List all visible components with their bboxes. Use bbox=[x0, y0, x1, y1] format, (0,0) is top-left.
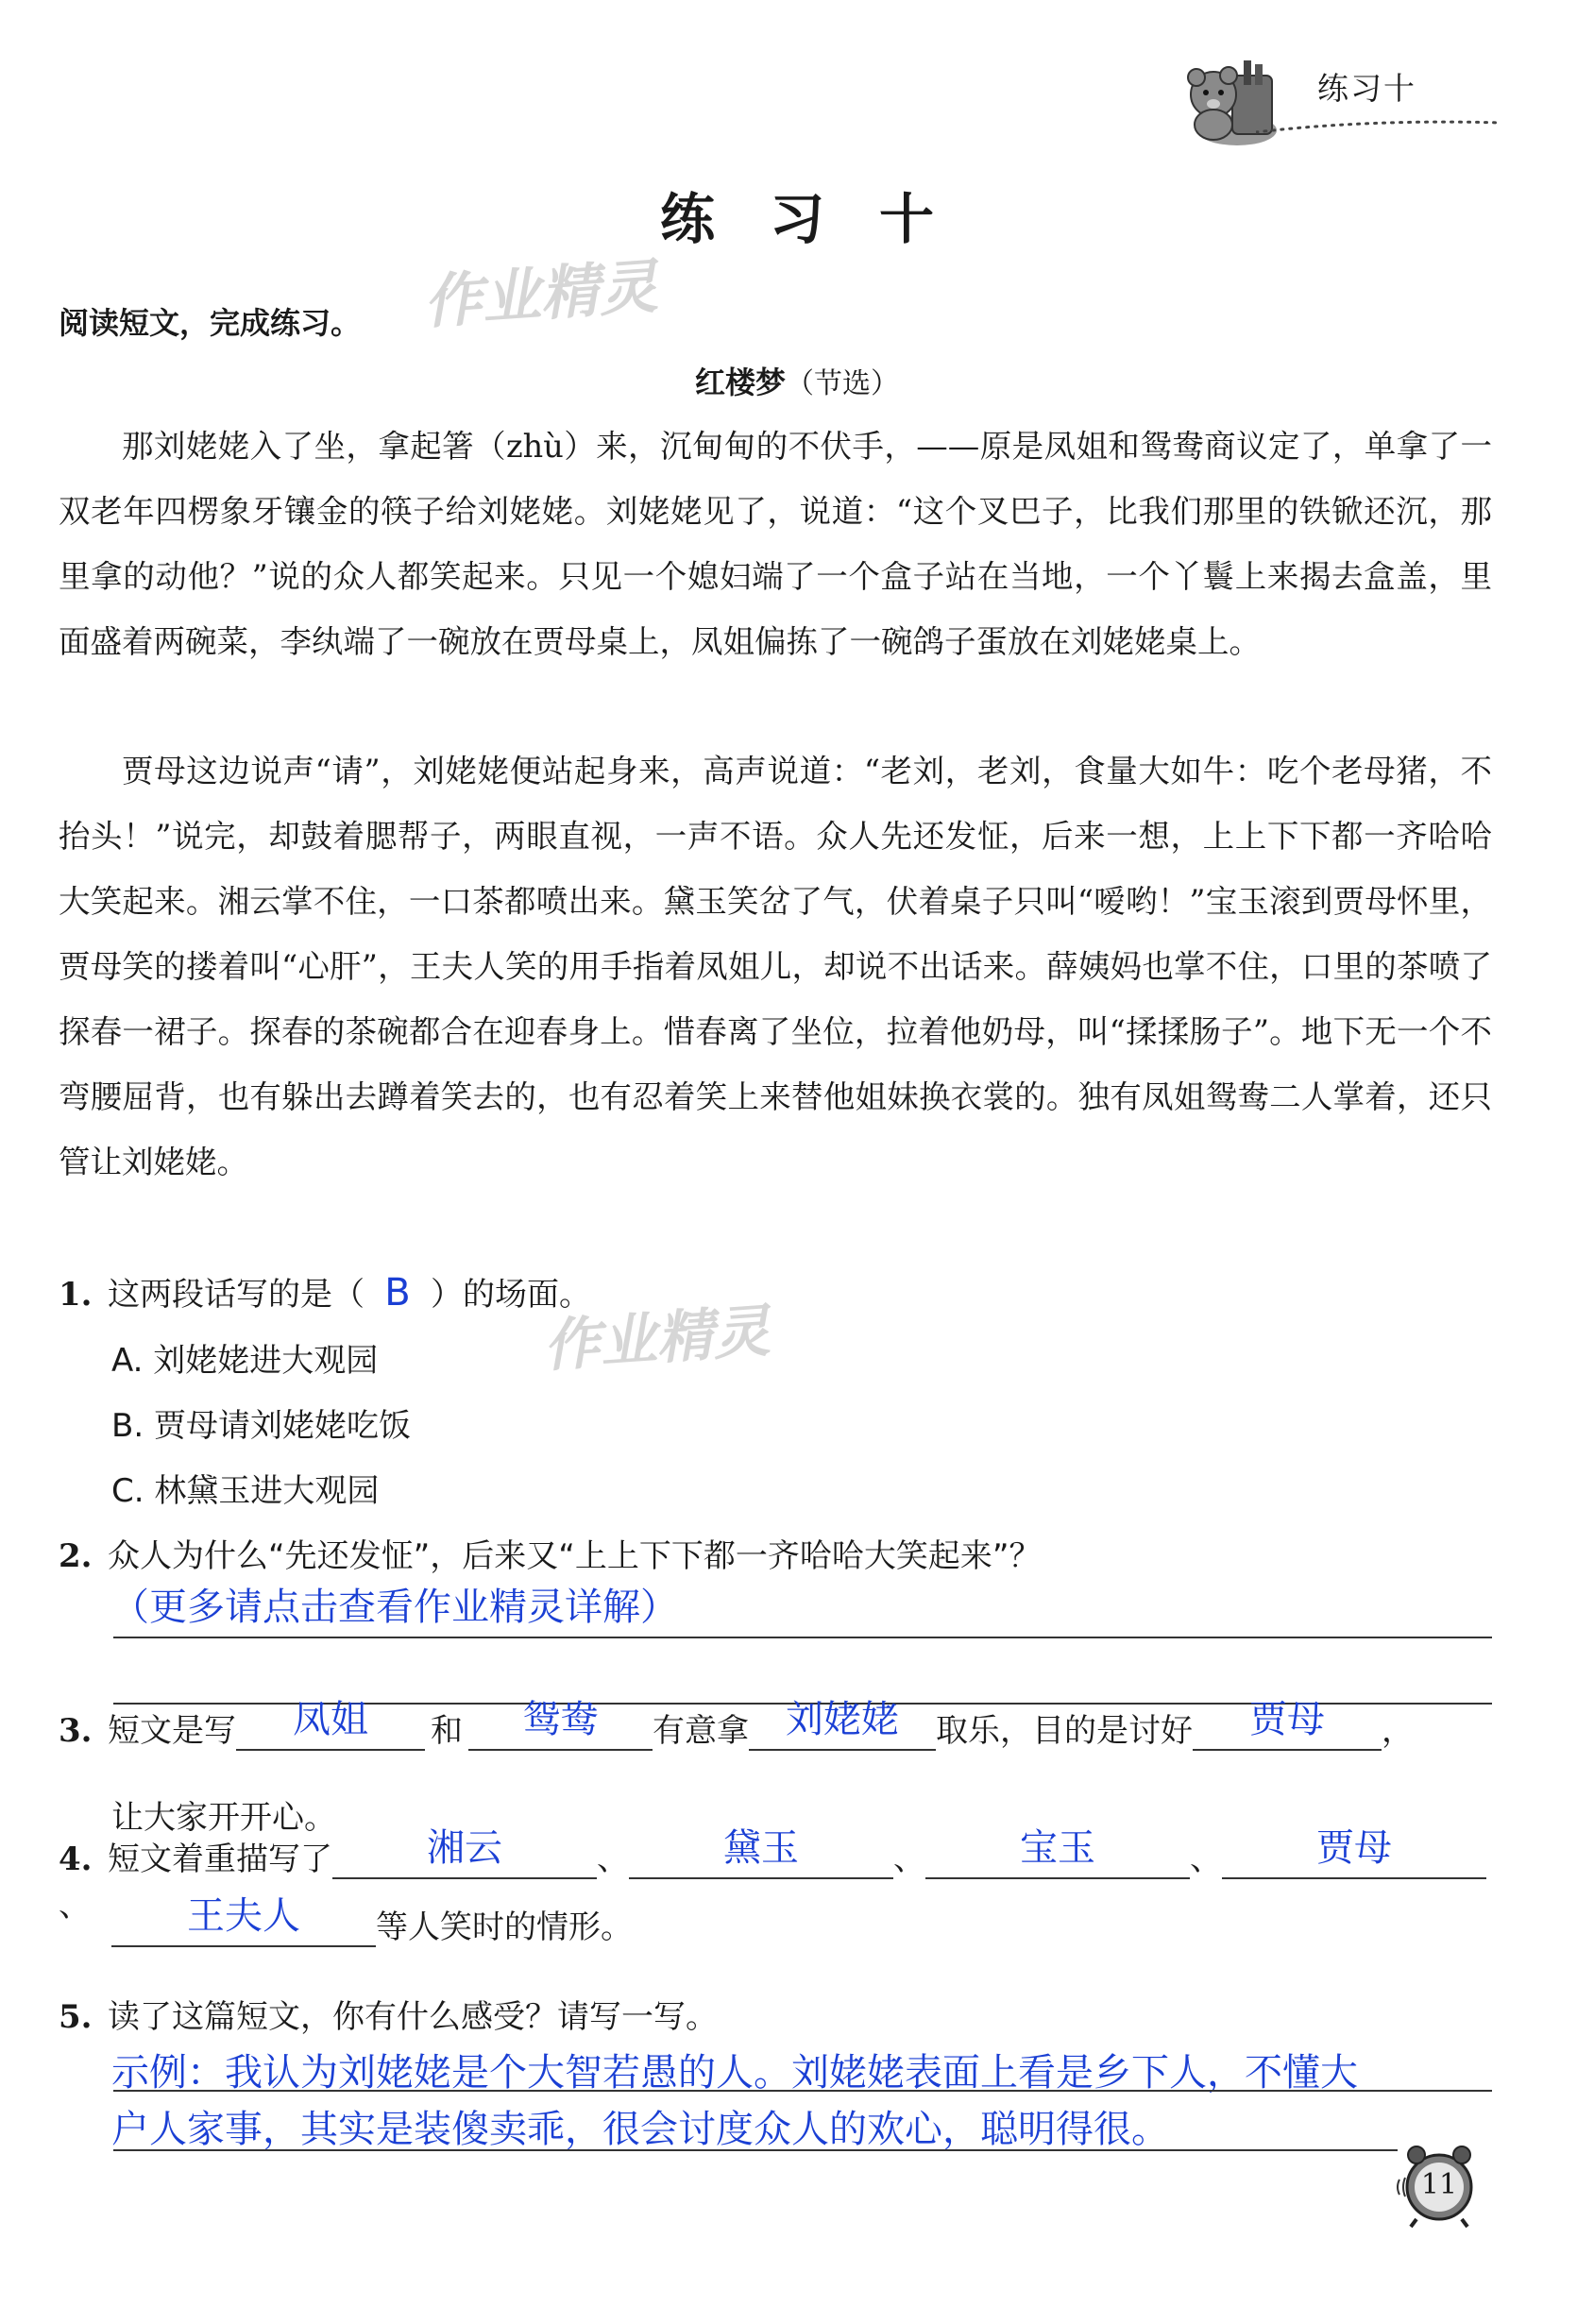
option-a[interactable]: A. 刘姥姥进大观园 bbox=[111, 1342, 379, 1380]
question-4-text-1: 短文着重描写了 bbox=[108, 1841, 332, 1878]
separator: 、 bbox=[597, 1841, 629, 1878]
page-title: 练习十 bbox=[659, 187, 989, 251]
question-4-blank-3[interactable] bbox=[925, 1826, 1190, 1879]
page-number: 11 bbox=[1420, 2168, 1458, 2201]
question-1 bbox=[59, 1268, 591, 1315]
question-4-blank-5[interactable] bbox=[111, 1894, 376, 1947]
question-3-blank-3[interactable] bbox=[749, 1698, 936, 1751]
question-3-blank-2[interactable] bbox=[468, 1698, 653, 1751]
separator: 、 bbox=[893, 1841, 925, 1878]
question-number: 3. bbox=[59, 1712, 93, 1750]
question-3-text-2: 和 bbox=[431, 1712, 463, 1750]
question-4-continuation bbox=[111, 1894, 633, 1947]
question-3-text-1: 短文是写 bbox=[108, 1712, 236, 1750]
question-2 bbox=[59, 1530, 1041, 1576]
question-3-text-5: ， bbox=[1382, 1712, 1414, 1750]
question-4-answer-3: 宝玉 bbox=[1020, 1826, 1095, 1870]
question-4-answer-4: 贾母 bbox=[1316, 1826, 1392, 1870]
question-1-text-post: ）的场面。 bbox=[431, 1276, 591, 1314]
question-3-blank-4[interactable] bbox=[1193, 1698, 1382, 1751]
question-3-answer-1: 凤姐 bbox=[293, 1698, 368, 1741]
question-4-answer-1: 湘云 bbox=[427, 1826, 502, 1870]
separator: 、 bbox=[1190, 1841, 1222, 1878]
question-5-answer-line-1[interactable]: 示例：我认为刘姥姥是个大智若愚的人。刘姥姥表面上看是乡下人，不懂大 bbox=[111, 2051, 1358, 2095]
question-3-answer-3: 刘姥姥 bbox=[786, 1698, 899, 1741]
question-3-text-3: 有意拿 bbox=[653, 1712, 749, 1750]
passage-title-text: 红楼梦 bbox=[694, 365, 786, 400]
question-number: 4. bbox=[59, 1841, 93, 1878]
question-number: 1. bbox=[59, 1276, 93, 1314]
answer-line bbox=[113, 1637, 1492, 1638]
question-3 bbox=[59, 1698, 1503, 1751]
question-4-answer-2: 黛玉 bbox=[723, 1826, 799, 1870]
header-section-label: 练习十 bbox=[1317, 70, 1416, 107]
separator: 、 bbox=[59, 1887, 91, 1925]
question-4-text-2: 等人笑时的情形。 bbox=[376, 1908, 633, 1946]
question-3-continuation: 让大家开开心。 bbox=[111, 1799, 336, 1837]
passage-paragraph-1: 那刘姥姥入了坐，拿起箸（zhù）来，沉甸甸的不伏手，——原是凤姐和鸳鸯商议定了，单拿了一双老年四楞象牙镶金的筷子给刘姥姥。刘姥姥见了，说道：“这个叉巴子，比我们那里的铁锨还沉，那里拿的动他？”说的众人都笑起来。只见一个媳妇端了一个盒子站在当地，一个丫鬟上来揭去盒盖，里面盛着两碗菜，李纨端了一碗放在贾母桌上，凤姐偏拣了一碗鸽子蛋放在刘姥姥桌上。 bbox=[59, 428, 1492, 660]
answer-line bbox=[113, 2090, 1492, 2092]
question-2-text: 众人为什么“先还发怔”，后来又“上上下下都一齐哈哈大笑起来”？ bbox=[108, 1537, 1042, 1575]
passage-title bbox=[0, 359, 1594, 402]
question-3-answer-2: 鸳鸯 bbox=[522, 1698, 599, 1741]
passage-title-suffix: （节选） bbox=[786, 367, 899, 400]
question-5-text: 读了这篇短文，你有什么感受？请写一写。 bbox=[108, 1998, 718, 2036]
question-1-answer[interactable]: B bbox=[384, 1271, 411, 1315]
question-4-blank-1[interactable] bbox=[332, 1826, 597, 1879]
question-3-text-4: 取乐，目的是讨好 bbox=[936, 1712, 1193, 1750]
option-b[interactable]: B. 贾母请刘姥姥吃饭 bbox=[111, 1407, 411, 1445]
header-dotted-line bbox=[1256, 111, 1511, 140]
instruction: 阅读短文，完成练习。 bbox=[59, 305, 362, 341]
passage-paragraph-2: 贾母这边说声“请”，刘姥姥便站起身来，高声说道：“老刘，老刘，食量大如牛：吃个老母猪，不抬头！”说完，却鼓着腮帮子，两眼直视，一声不语。众人先还发怔，后来一想，上上下下都一齐哈哈大笑起来。湘云掌不住，一口茶都喷出来。黛玉笑岔了气，伏着桌子只叫“嗳哟！”宝玉滚到贾母怀里，贾母笑的搂着叫“心肝”，王夫人笑的用手指着凤姐儿，却说不出话来。薛姨妈也掌不住，口里的茶喷了探春一裙子。探春的茶碗都合在迎春身上。惜春离了坐位，拉着他奶母，叫“揉揉肠子”。地下无一个不弯腰屈背，也有躲出去蹲着笑去的，也有忍着笑上来替他姐妹换衣裳的。独有凤姐鸳鸯二人掌着，还只管让刘姥姥。 bbox=[59, 753, 1492, 1180]
question-2-answer[interactable]: （更多请点击查看作业精灵详解） bbox=[111, 1586, 678, 1629]
answer-line bbox=[113, 2149, 1398, 2151]
question-3-answer-4: 贾母 bbox=[1249, 1698, 1325, 1741]
question-4-answer-5: 王夫人 bbox=[187, 1894, 300, 1938]
question-4-blank-2[interactable] bbox=[629, 1826, 893, 1879]
question-5-answer-line-2[interactable]: 户人家事，其实是装傻卖乖，很会讨度众人的欢心，聪明得很。 bbox=[111, 2108, 1169, 2151]
watermark: 作业精灵 bbox=[421, 251, 660, 337]
question-number: 5. bbox=[59, 1998, 93, 2036]
question-number: 2. bbox=[59, 1537, 93, 1575]
option-c[interactable]: C. 林黛玉进大观园 bbox=[111, 1472, 380, 1510]
question-1-text-pre: 这两段话写的是（ bbox=[108, 1276, 365, 1314]
question-3-blank-1[interactable] bbox=[236, 1698, 425, 1751]
question-4-blank-4[interactable] bbox=[1222, 1826, 1486, 1879]
question-5 bbox=[59, 1991, 718, 2037]
watermark: 作业精灵 bbox=[541, 1298, 772, 1381]
